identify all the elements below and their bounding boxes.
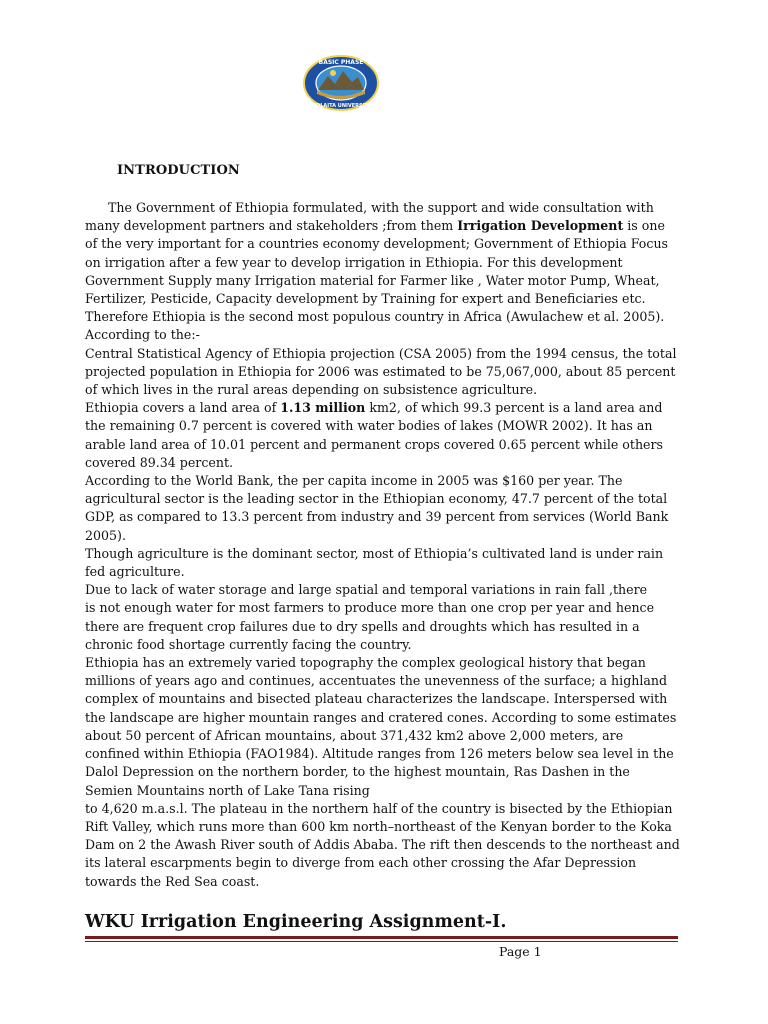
logo-top-text: BASIC PHASE — [318, 59, 364, 66]
paragraph-according: According to the:- — [85, 327, 200, 343]
footer-divider-thin — [85, 941, 678, 942]
section-heading: INTRODUCTION — [117, 163, 240, 178]
bold-term: 1.13 million — [280, 400, 366, 416]
paragraph-intro — [85, 199, 681, 326]
paragraph-text: km2, of which 99.3 percent is a land area and the remaining 0.7 percent is covered with water bodies of lakes (MOWR 2002). It has an arable land area of 10.01 percent and permanent crops covered 0.65 percent while others covered 89.34 percent. — [85, 400, 663, 470]
paragraph-text: The Government of Ethiopia formulated, with the support and wide consultation with many development partners and stakeholders ;from them — [85, 200, 654, 234]
paragraph-text: Ethiopia covers a land area of — [85, 400, 281, 416]
paragraph-land-area — [85, 399, 681, 472]
paragraph-rift-valley: to 4,620 m.a.s.l. The plateau in the northern half of the country is bisected by the Ethiopian Rift Valley, which runs more than 600 km north–northeast of the Kenyan border to the Koka Dam on 2 the Awash River south of Addis Ababa. The rift then descends to the northeast and its lateral escarpments begin to diverge from each other crossing the Afar Depression towards the Red Sea coast. — [85, 800, 680, 889]
bold-term: Irrigation Development — [457, 218, 624, 234]
paragraph-water-storage — [85, 581, 681, 654]
footer-divider — [85, 936, 678, 939]
document-body — [85, 199, 681, 891]
page-number: Page 1 — [499, 944, 542, 959]
paragraph-text: Due to lack of water storage and large spatial and temporal variations in rain fall ,there — [85, 582, 648, 598]
paragraph-text: is one of the very important for a countries economy development; Government of Ethiopia Focus on irrigation after a few year to develop irrigation in Ethiopia. For this development Government Supply many Irrigation material for Farmer like , Water motor Pump, Wheat, Fertilizer, Pesticide, Capacity development by Training for expert and Beneficiaries etc. Therefore Ethiopia is the second most populous country in Africa (Awulachew et al. 2005). — [85, 218, 669, 325]
paragraph-world-bank: According to the World Bank, the per capita income in 2005 was $160 per year. The agricultural sector is the leading sector in the Ethiopian economy, 47.7 percent of the total GDP, as compared to 13.3 percent from industry and 39 percent from services (World Bank 2005). — [85, 473, 669, 543]
university-logo — [302, 54, 380, 112]
university-seal-icon — [302, 54, 380, 112]
paragraph-text: is not enough water for most farmers to produce more than one crop per year and hence there are frequent crop failures due to dry spells and droughts which has resulted in a chronic food shortage currently facing the country. — [85, 600, 655, 652]
footer-title: WKU Irrigation Engineering Assignment-I. — [85, 912, 507, 932]
logo-bottom-text: WOLAITA UNIVERSITY — [310, 103, 372, 109]
paragraph-population: Central Statistical Agency of Ethiopia projection (CSA 2005) from the 1994 census, the total projected population in Ethiopia for 2006 was estimated to be 75,067,000, about 85 percent of which lives in the rural areas depending on subsistence agriculture. — [85, 345, 677, 398]
paragraph-topography: Ethiopia has an extremely varied topography the complex geological history that began millions of years ago and continues, accentuates the unevenness of the surface; a highland complex of mountains and bisected plateau characterizes the landscape. Interspersed with the landscape are higher mountain ranges and cratered cones. According to some estimates about 50 percent of African mountains, about 371,432 km2 above 2,000 meters, are confined within Ethiopia (FAO1984). Altitude ranges from 126 meters below sea level in the Dalol Depression on the northern border, to the highest mountain, Ras Dashen in the Semien Mountains north of Lake Tana rising — [85, 655, 677, 798]
paragraph-agriculture: Though agriculture is the dominant sector, most of Ethiopia’s cultivated land is under rain fed agriculture. — [85, 545, 664, 580]
